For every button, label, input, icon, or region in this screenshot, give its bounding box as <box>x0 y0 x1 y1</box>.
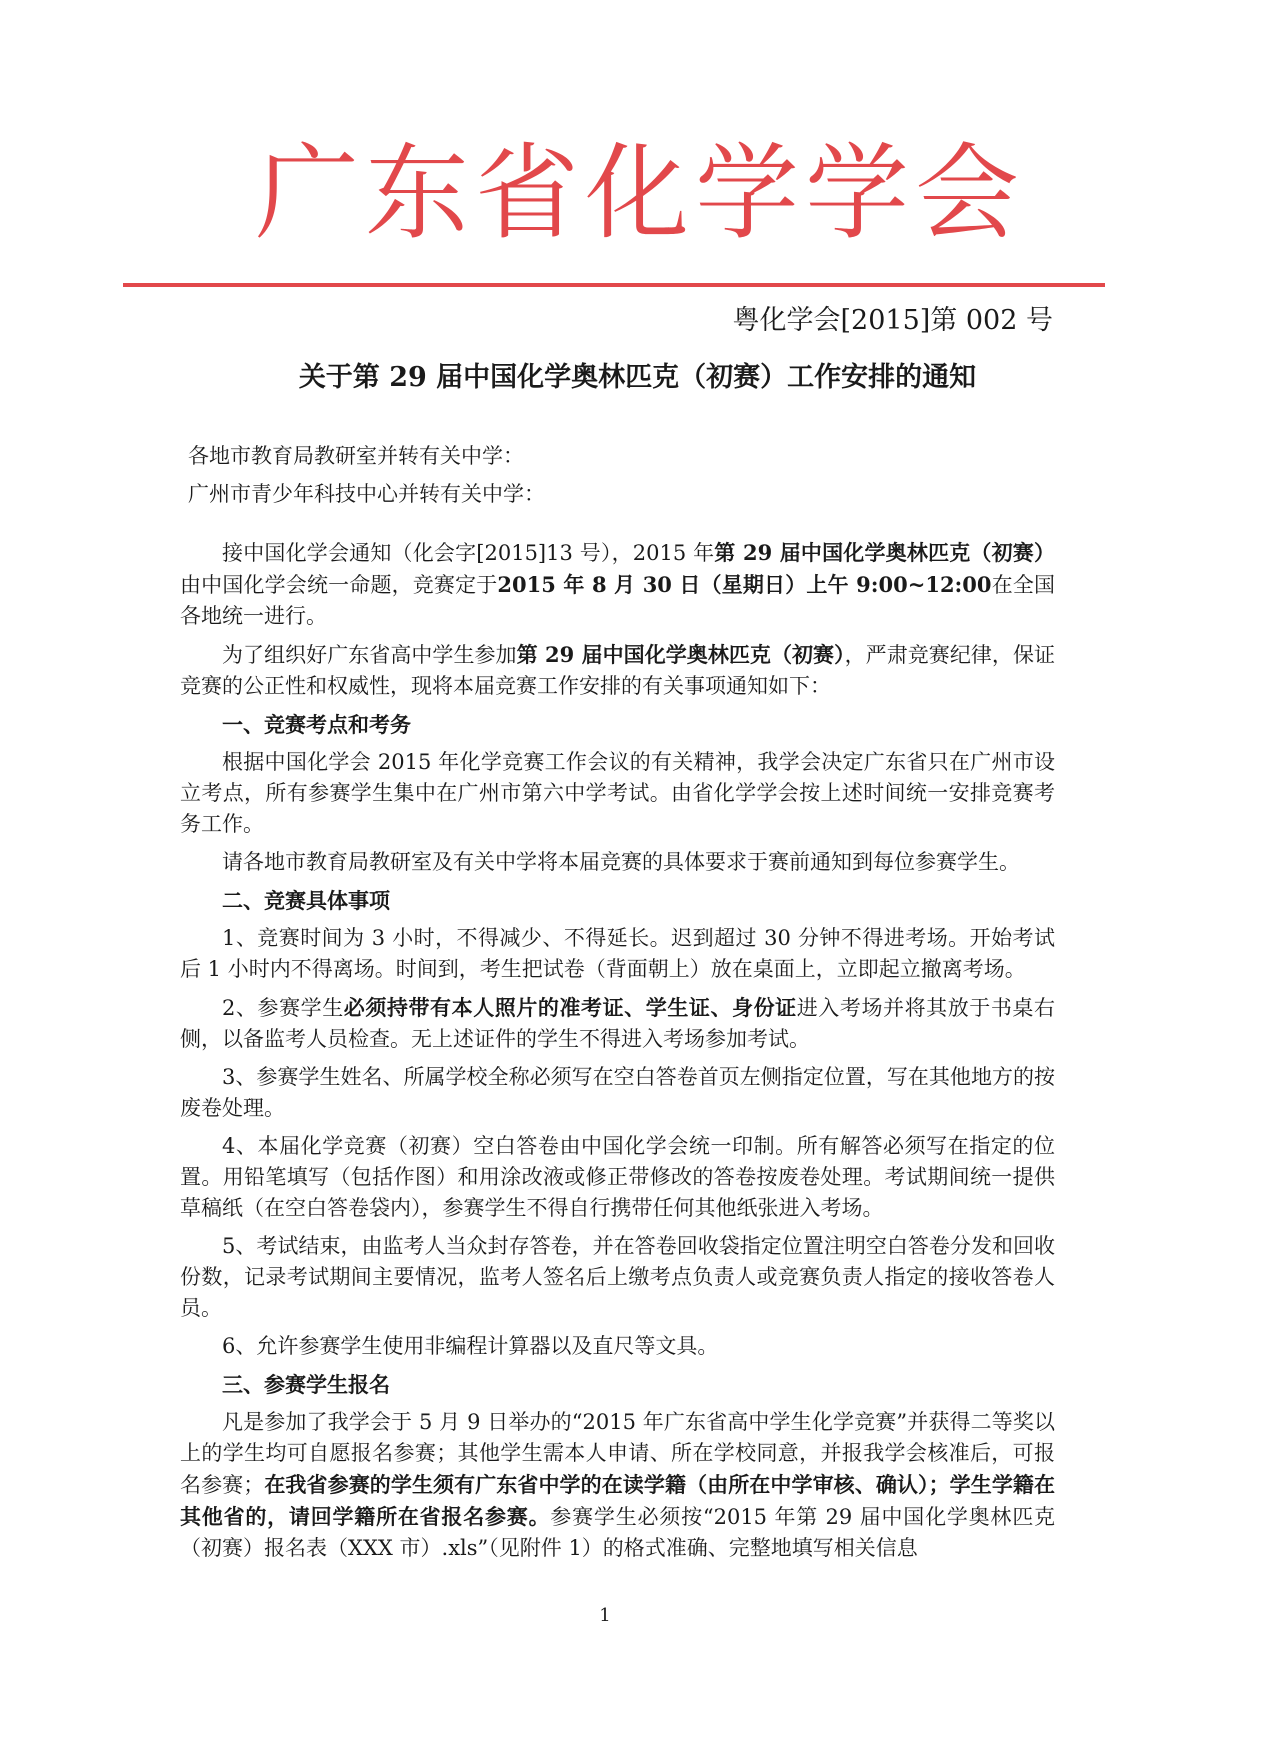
organization-masthead: 广东省化学学会 <box>255 132 1026 254</box>
page-number: 1 <box>599 1605 611 1626</box>
bold-text-run: 第 29 届中国化学奥林匹克（初赛） <box>714 540 1055 565</box>
intro-paragraph <box>180 537 1055 632</box>
text-run: ，严肃竞赛纪律，保证竞赛的公正性和权威性，现将本届竞赛工作安排的有关事项通知如下： <box>180 643 1056 698</box>
text-run: 进入考场并将其放于书桌右侧，以备监考人员检查。无上述证件的学生不得进入考场参加考试。 <box>180 996 1055 1051</box>
bold-text-run: 必须持带有本人照片的准考证、学生证、身份证 <box>343 995 797 1020</box>
section-heading: 二、竞赛具体事项 <box>222 888 390 913</box>
body-paragraph: 6、允许参赛学生使用非编程计算器以及直尺等文具。 <box>222 1334 719 1358</box>
section-heading: 一、竞赛考点和考务 <box>222 712 411 737</box>
text-run: 在全国各地统一进行。 <box>180 573 1056 628</box>
body-paragraph: 根据中国化学会 2015 年化学竞赛工作会议的有关精神，我学会决定广东省只在广州市设立考点，所有参赛学生集中在广州市第六中学考试。由省化学学会按上述时间统一安排竞赛考务工作。 <box>180 750 1055 836</box>
body-paragraph: 4、本届化学竞赛（初赛）空白答卷由中国化学会统一印制。所有解答必须写在指定的位置。用铅笔填写（包括作图）和用涂改液或修正带修改的答卷按废卷处理。考试期间统一提供草稿纸（在空白答卷袋内），参赛学生不得自行携带任何其他纸张进入考场。 <box>180 1134 1055 1220</box>
text-run: 接中国化学会通知（化会字[2015]13 号），2015 年 <box>222 541 715 565</box>
bold-text-run: 在我省参赛的学生须有广东省中学的在读学籍（由所在中学审核、确认）；学生学籍在其他省的，请回学籍所在省报名参赛。 <box>180 1472 1056 1529</box>
text-run: 由中国化学会统一命题，竞赛定于 <box>180 573 498 597</box>
body-paragraph: 5、考试结束，由监考人当众封存答卷，并在答卷回收袋指定位置注明空白答卷分发和回收份数，记录考试期间主要情况，监考人签名后上缴考点负责人或竞赛负责人指定的接收答卷人员。 <box>180 1234 1055 1320</box>
text-run: 凡是参加了我学会于 5 月 9 日举办的“2015 年广东省高中学生化学竞赛”并获得二等奖以上的学生均可自愿报名参赛；其他学生需本人申请、所在学校同意，并报我学会核准后，可报名参赛； <box>180 1410 1055 1497</box>
addressee-line: 各地市教育局教研室并转有关中学： <box>188 444 524 468</box>
red-divider-line <box>123 283 1105 287</box>
document-number: 粤化学会[2015]第 002 号 <box>732 305 1053 336</box>
notice-body <box>180 537 1055 1571</box>
notice-title: 关于第 29 届中国化学奥林匹克（初赛）工作安排的通知 <box>298 362 977 393</box>
addressee-line: 广州市青少年科技中心并转有关中学： <box>188 482 545 506</box>
body-paragraph <box>180 992 1055 1055</box>
addressee-block <box>188 437 1088 513</box>
text-run: 2、参赛学生 <box>222 996 344 1020</box>
body-paragraph: 1、竞赛时间为 3 小时，不得减少、不得延长。迟到超过 30 分钟不得进考场。开始考试后 1 小时内不得离场。时间到，考生把试卷（背面朝上）放在桌面上，立即起立撤离考场。 <box>180 926 1055 981</box>
bold-text-run: 2015 年 8 月 30 日（星期日）上午 9:00~12:00 <box>497 572 992 597</box>
bold-text-run: 第 29 届中国化学奥林匹克（初赛） <box>516 642 845 667</box>
text-run: 参赛学生必须按“2015 年第 29 届中国化学奥林匹克（初赛）报名表（XXX 市）.xls”（见附件 1）的格式准确、完整地填写相关信息 <box>180 1505 1055 1560</box>
purpose-paragraph <box>180 639 1055 702</box>
body-paragraph <box>180 1407 1055 1564</box>
body-paragraph: 请各地市教育局教研室及有关中学将本届竞赛的具体要求于赛前通知到每位参赛学生。 <box>222 850 1020 874</box>
text-run: 为了组织好广东省高中学生参加 <box>222 643 517 667</box>
section-heading: 三、参赛学生报名 <box>222 1372 390 1397</box>
body-paragraph: 3、参赛学生姓名、所属学校全称必须写在空白答卷首页左侧指定位置，写在其他地方的按废卷处理。 <box>180 1065 1055 1120</box>
